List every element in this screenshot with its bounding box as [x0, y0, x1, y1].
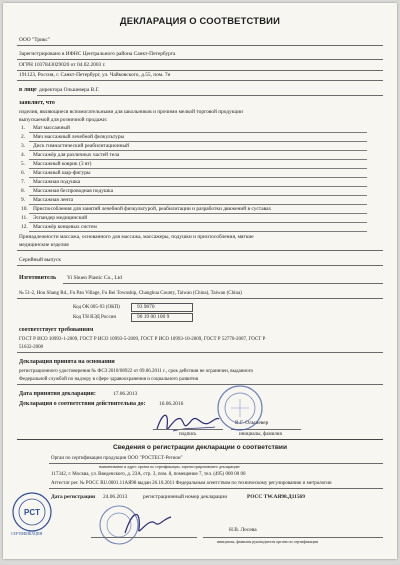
body-line-1-sub: наименование и адрес органа по сертификации, зарегистрировавшего декларацию [99, 464, 240, 469]
item-number: 3. [21, 143, 26, 149]
divider [17, 352, 383, 353]
item-number: 1. [21, 125, 26, 131]
declaration-page [3, 3, 397, 559]
item-rule [29, 204, 367, 205]
manufacturer-label: Изготовитель [19, 275, 57, 281]
item-rule [29, 132, 367, 133]
registration-line: Зарегистрировано в ИФНС Центрального района Санкт-Петербурга [19, 51, 176, 57]
item-text: Массажёр концевых систем [33, 224, 97, 230]
item-rule [29, 186, 367, 187]
body-line-1: Орган по сертификации продукции ООО "РОСТЕСТ-Регион" [51, 456, 183, 461]
item-number: 9. [21, 197, 26, 203]
svg-text:PCT: PCT [24, 508, 40, 517]
declares-label: заявляет, что [19, 100, 55, 106]
divider [17, 384, 383, 385]
address-line: 191123, Россия, г. Санкт-Петербург, ул. Чайковского, д.55, пом. 7н [19, 72, 171, 78]
item-number: 11. [21, 215, 28, 221]
accepted-date-value: 17.06.2013 [113, 391, 138, 397]
purpose-text-2: медицинские изделия [19, 242, 69, 248]
purpose-text-1: Принадлежности массажа, основанного для массажа, массажеры, подушки и приспособления, мягкие [19, 234, 254, 240]
reg-number-value: РОСС TW.АЯ98.Д11569 [247, 494, 305, 500]
item-text: Массажный шар-фигуры [33, 170, 91, 176]
item-rule [29, 231, 367, 232]
accepted-date-label: Дата принятия декларации: [19, 391, 96, 397]
compliance-text-2: 51632-2000 [19, 345, 44, 350]
item-number: 10. [21, 206, 28, 212]
item-number: 12. [21, 224, 28, 230]
applicant-name: ООО "Трикс" [19, 37, 50, 43]
item-number: 4. [21, 152, 26, 158]
divider [17, 250, 383, 251]
valid-label: Декларация о соответствии действительна до: [19, 401, 146, 407]
signature-rule [203, 537, 383, 538]
item-text: Массажёр для различных частей тела [33, 152, 120, 158]
compliance-label: соответствует требованиям [19, 327, 94, 333]
signature-rule [91, 537, 197, 538]
basis-text-1: регистрационного удостоверения № ФСЗ 2010/08922 от 09.06.2011 г., срок действия не ограничен, выданного [19, 369, 254, 374]
person-label: в лице [19, 87, 37, 93]
stamp-text: СЕРТИФИКАЦИЯ [11, 532, 43, 536]
divider [17, 80, 383, 81]
item-rule [29, 141, 367, 142]
divider [63, 283, 383, 284]
reg-signer-caption: инициалы, фамилия руководителя органа по сертификации [217, 539, 318, 544]
registration-title: Сведения о регистрации декларации о соответствии [112, 444, 288, 451]
basis-label: Декларация принята на основании [19, 359, 115, 365]
code-tnved-label: Код ТН ВЭД России [73, 315, 117, 320]
signature-caption-right: инициалы, фамилия [239, 432, 282, 437]
compliance-text-1: ГОСТ Р ИСО 10993-1-2009, ГОСТ Р ИСО 10993-5-2009, ГОСТ Р ИСО 10993-10-2009, ГОСТ Р 52770-2007, ГОСТ Р [19, 337, 266, 342]
divider [37, 95, 383, 96]
item-text: Мат массажный [33, 125, 70, 131]
section-divider [17, 439, 383, 440]
item-number: 5. [21, 161, 26, 167]
reg-signer: Н.В. Лосева [229, 527, 257, 533]
item-rule [29, 150, 367, 151]
valid-value: 16.06.2016 [159, 401, 184, 407]
item-text: Массажная лента [33, 197, 74, 203]
item-text: Массажная беспроводная подушка [33, 188, 113, 194]
item-text: Приспособления для занятий лечебной физкультурой, реабилитации и разработки движений в суставах [33, 206, 272, 212]
item-number: 7. [21, 179, 26, 185]
reg-date-label: Дата регистрации [51, 494, 96, 500]
code-okp-label: Код ОК 005-93 (ОКП) [73, 305, 120, 310]
item-rule [29, 177, 367, 178]
item-number: 2. [21, 134, 26, 140]
divider [17, 298, 383, 299]
item-text: Массажный коврик (3 вт) [33, 161, 92, 167]
body-line-3: Аттестат рег. № РОСС RU.0001.11АЯ98 выдан 26.10.2011 Федеральным агентством по техническому регулированию и метрологии [51, 481, 332, 486]
signature-caption-left: подпись [179, 432, 197, 437]
divider [17, 45, 383, 46]
item-rule [29, 159, 367, 160]
item-rule [29, 222, 367, 223]
divider [17, 70, 383, 71]
divider [49, 488, 383, 489]
divider [17, 59, 383, 60]
divider [17, 265, 383, 266]
code-okp-value: 93 9870 [137, 304, 155, 310]
item-text: Эспандер медицинский [33, 215, 88, 221]
item-rule [29, 195, 367, 196]
code-tnved-value: 90 19 00 100 9 [137, 314, 170, 320]
intro-text-2: выпускаемой для розничной продажи: [19, 117, 108, 123]
signature-rule [153, 429, 223, 430]
person-value: директора Ольшевера В.Г. [39, 87, 100, 93]
item-rule [29, 213, 367, 214]
ogrn-line: ОГРН 1037843029020 от 04.02.2003 г. [19, 62, 106, 68]
manufacturer-value: Yi Shuen Plastic Co., Ltd [67, 275, 122, 281]
signer-name: В.Г. Ольшевер [235, 420, 269, 426]
item-text: Массажная подушка [33, 179, 81, 185]
document-title: ДЕКЛАРАЦИЯ О СООТВЕТСТВИИ [119, 15, 281, 26]
item-number: 8. [21, 188, 26, 194]
registration-seal [97, 503, 141, 547]
item-text: Мяч массажный лечебной физкультуры [33, 134, 125, 140]
reg-number-label: регистрационный номер декларации [143, 494, 228, 500]
item-text: Диск гимнастический реабилитационный [33, 143, 130, 149]
certification-mark-icon [11, 491, 53, 533]
manufacturer-address: № 51-2, Hou Shang Rd., Fu Pan Village, Fu Bei Township, Changhua County, Taiwan (China), Taiwan (China) [19, 291, 242, 296]
body-line-2: 117342, г. Москва, ул. Введенского, д. 23А, стр. 3, пом. 8, помещение 7, тел. (495) 000 00 00 [51, 472, 246, 477]
intro-text-1: изделия, являющиеся вспомогательными для школьников и прочими мелкой торговой продукции [19, 109, 244, 115]
item-number: 6. [21, 170, 26, 176]
reg-date-value: 24.06.2013 [103, 494, 128, 500]
basis-text-2: Федеральной службой по надзору в сфере здравоохранения и социального развития [19, 377, 199, 382]
item-rule [29, 168, 367, 169]
serial-label: Серийный выпуск [19, 257, 62, 263]
company-seal [215, 383, 265, 433]
